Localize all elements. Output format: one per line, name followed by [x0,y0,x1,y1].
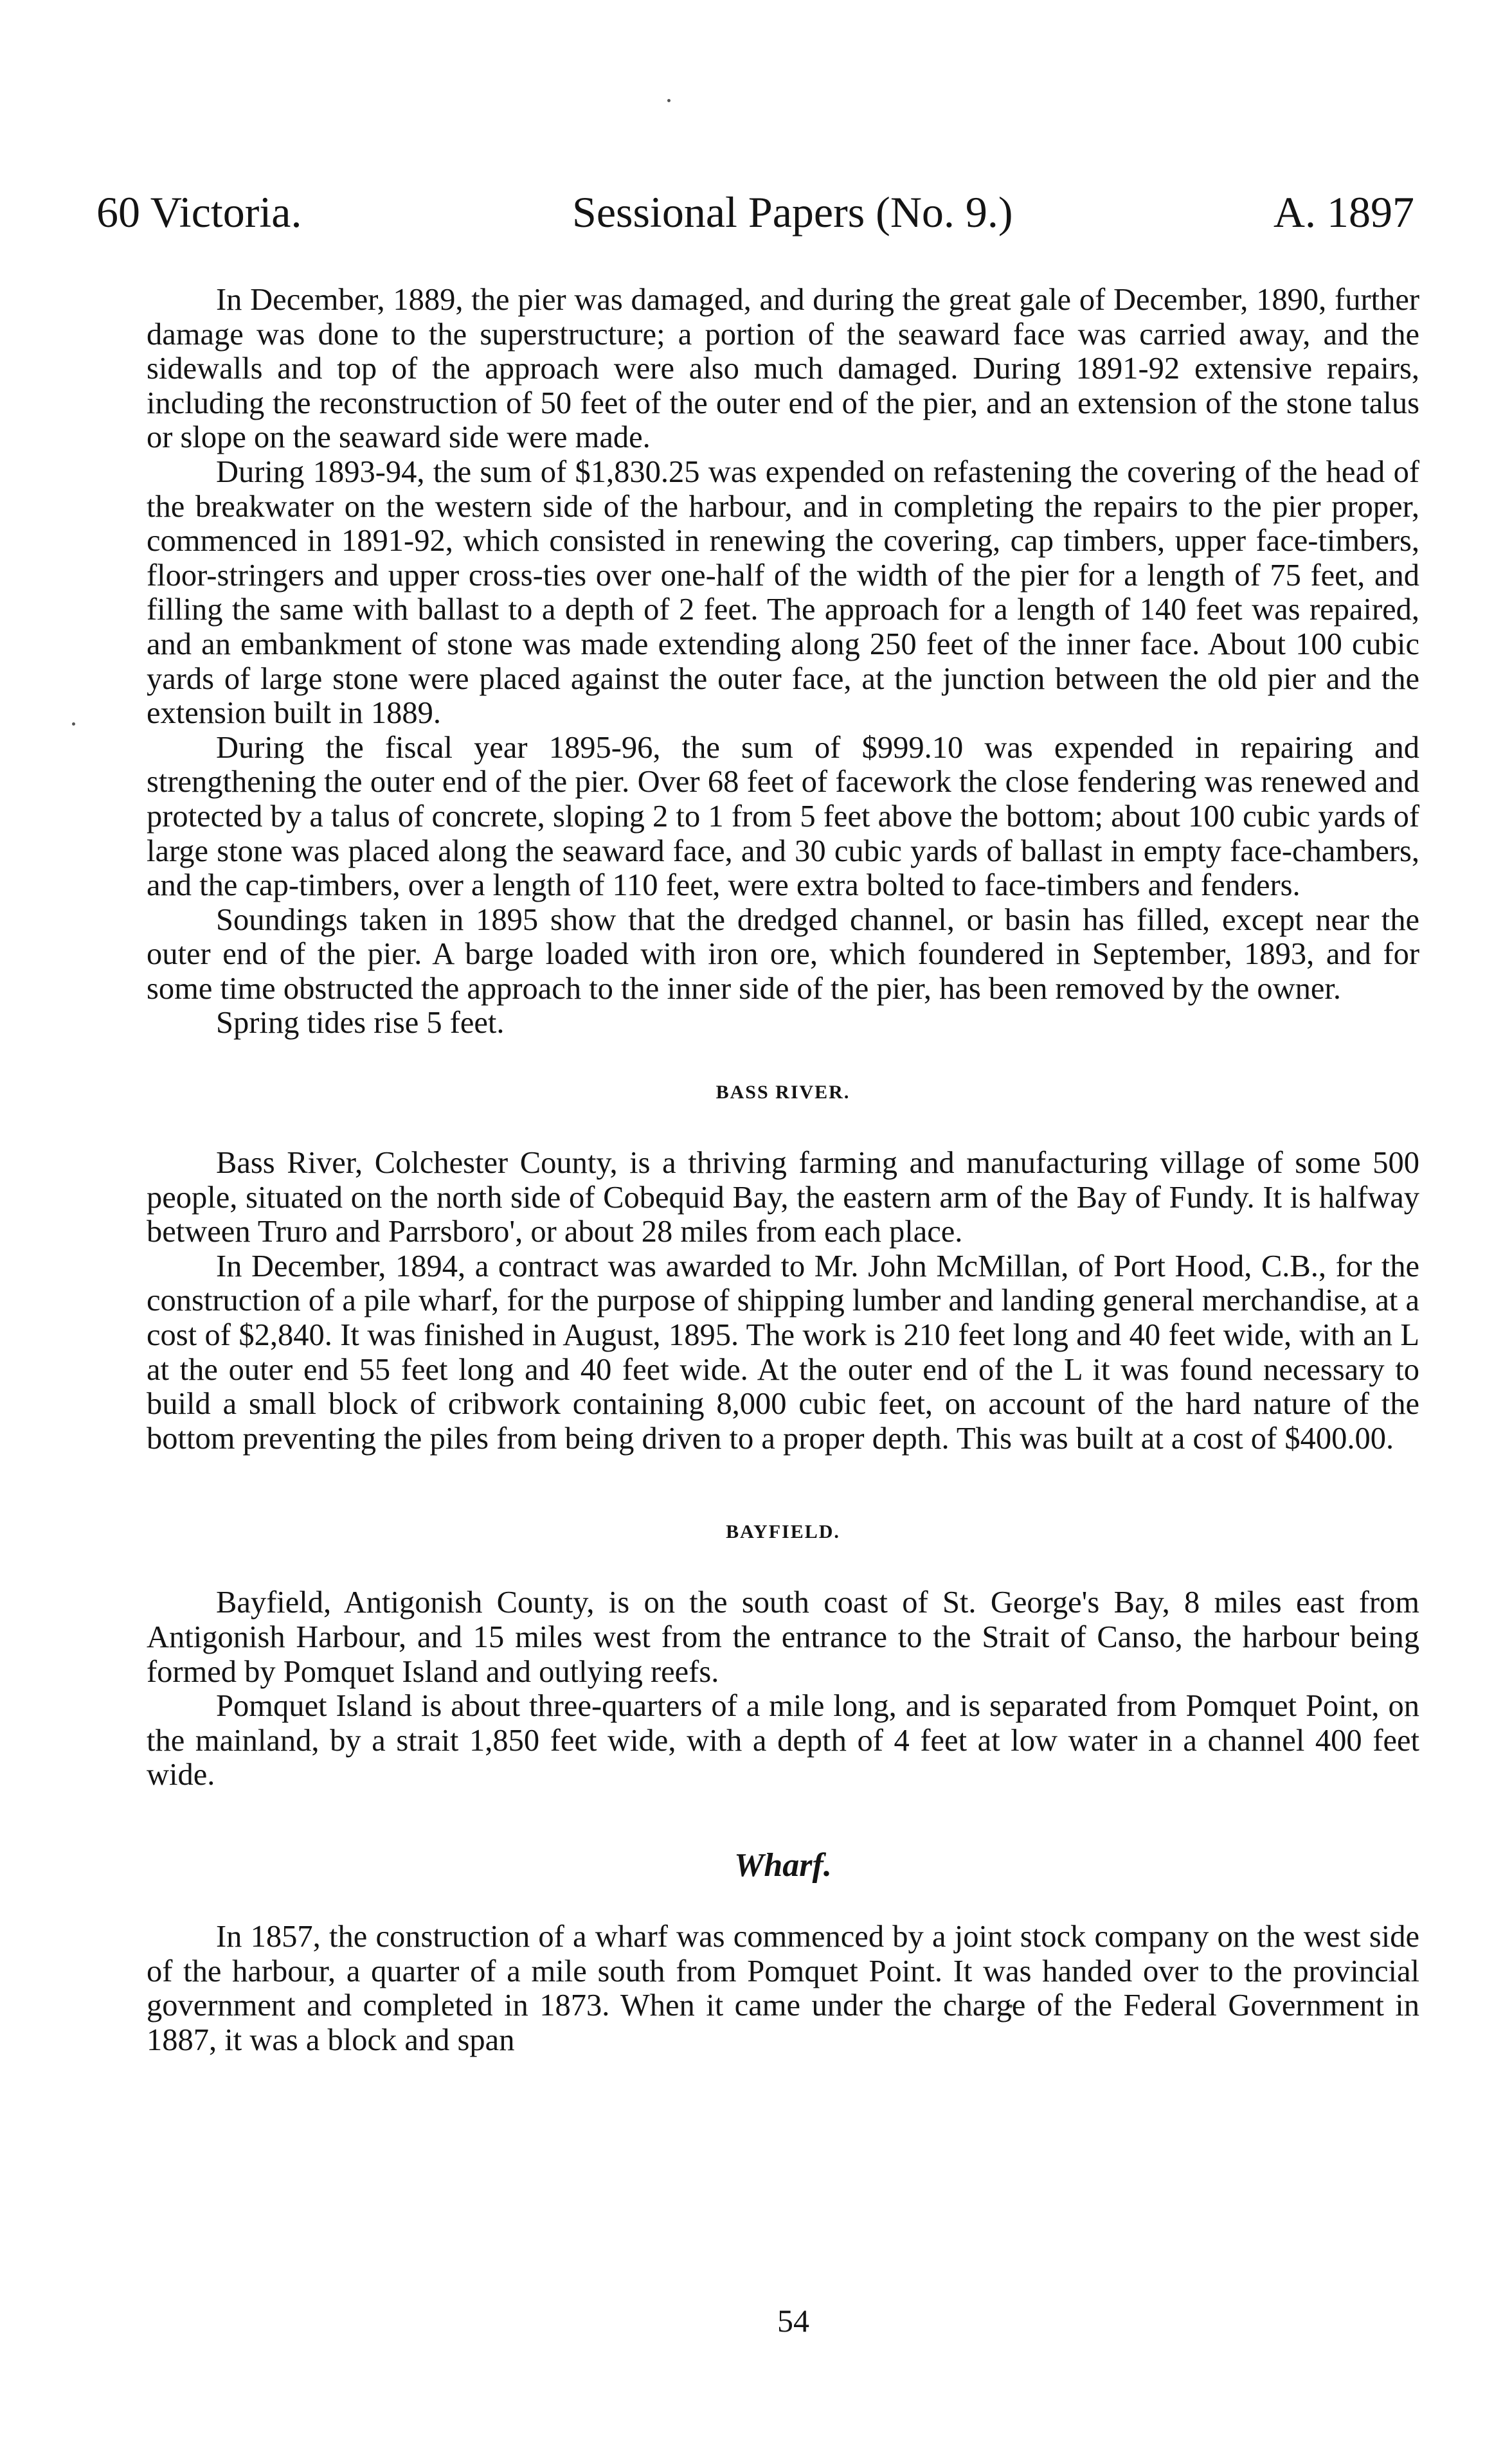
paragraph: Bass River, Colchester County, is a thriving farming and manufacturing village of some 500 people, situated on the north side of Cobequid Bay, the eastern arm of the Bay of Fundy. It is halfway between Truro and Parrsboro', or about 28 miles from each place. [147,1146,1419,1249]
section-heading-bass-river: BASS RIVER. [716,1082,851,1103]
paragraph: In 1857, the construction of a wharf was commenced by a joint stock company on the west side of the harbour, a quarter of a mile south from Pomquet Point. It was handed over to the provincial government and completed in 1873. When it came under the charge of the Federal Government in 1887, it was a block and span [147,1919,1419,2057]
stray-mark [72,722,75,726]
header-session: 60 Victoria. [96,188,302,237]
paragraph: Soundings taken in 1895 show that the dredged channel, or basin has filled, except near the outer end of the pier. A barge loaded with iron ore, which foundered in September, 1893, and for some time obstructed the approach to the inner side of the pier, has been removed by the owner. [147,902,1419,1006]
stray-mark [667,99,670,102]
running-header [96,183,1414,241]
paragraph: Bayfield, Antigonish County, is on the south coast of St. George's Bay, 8 miles east from Antigonish Harbour, and 15 miles west from the entrance to the Strait of Canso, the harbour being formed by Pomquet Island and outlying reefs. [147,1585,1419,1689]
paragraph: Pomquet Island is about three-quarters of a mile long, and is separated from Pomquet Point, on the mainland, by a strait 1,850 feet wide, with a depth of 4 feet at low water in a channel 400 feet wide. [147,1689,1419,1792]
body-text [147,283,1419,2057]
page-number: 54 [777,2303,809,2339]
paragraph: During 1893-94, the sum of $1,830.25 was expended on refastening the covering of the head of the breakwater on the western side of the harbour, and in completing the repairs to the pier proper, commenced in 1891-92, which consisted in renewing the covering, cap timbers, upper face-timbers, floor-stringers and upper cross-ties over one-half of the width of the pier for a length of 75 feet, and filling the same with ballast to a depth of 2 feet. The approach for a length of 140 feet was repaired, and an embankment of stone was made extending along 250 feet of the inner face. About 100 cubic yards of large stone were placed against the outer face, at the junction between the old pier and the extension built in 1889. [147,454,1419,731]
paragraph: In December, 1889, the pier was damaged, and during the great gale of December, 1890, further damage was done to the superstructure; a portion of the seaward face was carried away, and the sidewalls and top of the approach were also much damaged. During 1891-92 extensive repairs, including the reconstruction of 50 feet of the outer end of the pier, and an extension of the stone talus or slope on the seaward side were made. [147,283,1419,455]
subheading-wharf: Wharf. [734,1846,832,1884]
header-year: A. 1897 [1273,188,1414,237]
paragraph: Spring tides rise 5 feet. [216,1006,505,1040]
header-title: Sessional Papers (No. 9.) [572,188,1013,237]
section-heading-bayfield: BAYFIELD. [726,1521,840,1543]
paragraph: During the fiscal year 1895-96, the sum of $999.10 was expended in repairing and strengthening the outer end of the pier. Over 68 feet of facework the close fendering was renewed and protected by a talus of concrete, sloping 2 to 1 from 5 feet above the bottom; about 100 cubic yards of large stone was placed along the seaward face, and 30 cubic yards of ballast in empty face-chambers, and the cap-timbers, over a length of 110 feet, were extra bolted to face-timbers and fenders. [147,730,1419,903]
paragraph: In December, 1894, a contract was awarded to Mr. John McMillan, of Port Hood, C.B., for the construction of a pile wharf, for the purpose of shipping lumber and landing general merchandise, at a cost of $2,840. It was finished in August, 1895. The work is 210 feet long and 40 feet wide, with an L at the outer end 55 feet long and 40 feet wide. At the outer end of the L it was found necessary to build a small block of cribwork containing 8,000 cubic feet, on account of the hard nature of the bottom preventing the piles from being driven to a proper depth. This was built at a cost of $400.00. [147,1249,1419,1456]
